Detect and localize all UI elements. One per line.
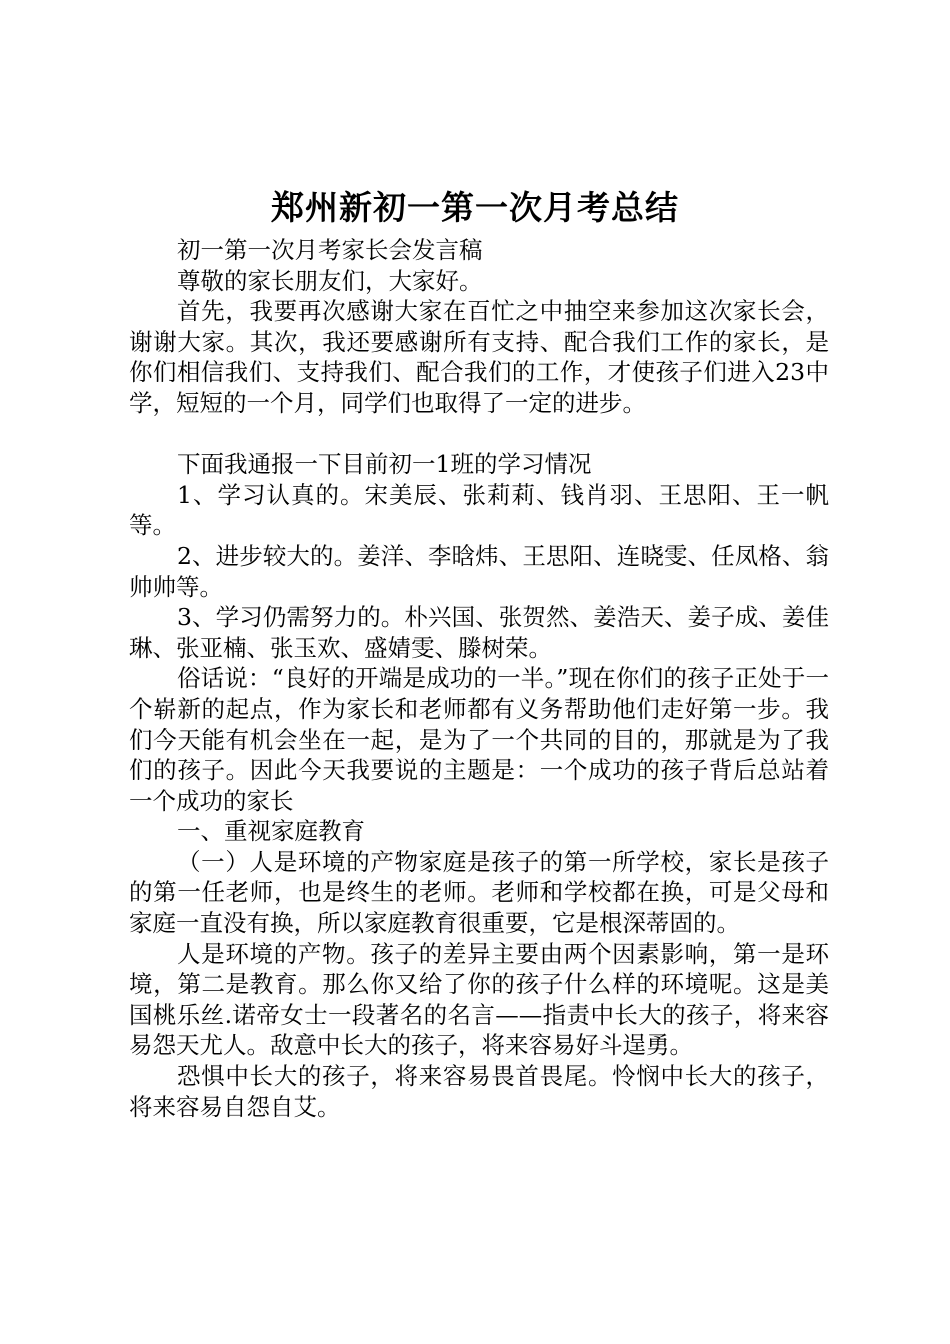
list-item-serious-students: 1、学习认真的。宋美辰、张莉莉、钱肖羽、王思阳、王一帆等。: [129, 480, 829, 540]
paragraph-greeting: 尊敬的家长朋友们，大家好。: [177, 266, 483, 295]
list-item-needs-effort-students: 3、学习仍需努力的。朴兴国、张贺然、姜浩天、姜子成、姜佳琳、张亚楠、张玉欢、盛婧雯、滕树荣。: [129, 603, 829, 662]
document-title: 郑州新初一第一次月考总结: [271, 188, 679, 227]
paragraph-gap: [129, 419, 829, 450]
paragraph-environment-school: （一）人是环境的产物家庭是孩子的第一所学校，家长是孩子的第一任老师，也是终生的老师。老师和学校都在换，可是父母和家庭一直没有换，所以家庭教育很重要，它是根深蒂固的。: [129, 847, 829, 938]
paragraph-fear-pity: 恐惧中长大的孩子，将来容易畏首畏尾。怜悯中长大的孩子，将来容易自怨自艾。: [129, 1062, 829, 1121]
paragraph-proverb: 俗话说：“良好的开端是成功的一半。”现在你们的孩子正处于一个崭新的起点，作为家长和老师都有义务帮助他们走好第一步。我们今天能有机会坐在一起，是为了一个共同的目的，那就是为了我们的孩子。因此今天我要说的主题是：一个成功的孩子背后总站着一个成功的家长: [129, 664, 829, 815]
list-item-improved-students: 2、进步较大的。姜洋、李晗炜、王思阳、连晓雯、任凤格、翁帅帅等。: [129, 541, 829, 601]
paragraph-thanks: 首先，我要再次感谢大家在百忙之中抽空来参加这次家长会，谢谢大家。其次，我还要感谢所有支持、配合我们工作的家长，是你们相信我们、支持我们、配合我们的工作，才使孩子们进入23中学，短短的一个月，同学们也取得了一定的进步。: [129, 297, 829, 417]
paragraph-speech-title: 初一第一次月考家长会发言稿: [177, 236, 483, 264]
section-heading-family-education: 一、重视家庭教育: [177, 817, 365, 846]
document-body: [129, 235, 829, 1122]
paragraph-report-intro: 下面我通报一下目前初一1班的学习情况: [177, 450, 592, 479]
paragraph-environment-product: 人是环境的产物。孩子的差异主要由两个因素影响，第一是环境，第二是教育。那么你又给了你的孩子什么样的环境呢。这是美国桃乐丝.诺帝女士一段著名的名言——指责中长大的孩子，将来容易怨天尤人。敌意中长大的孩子，将来容易好斗逞勇。: [129, 939, 829, 1060]
